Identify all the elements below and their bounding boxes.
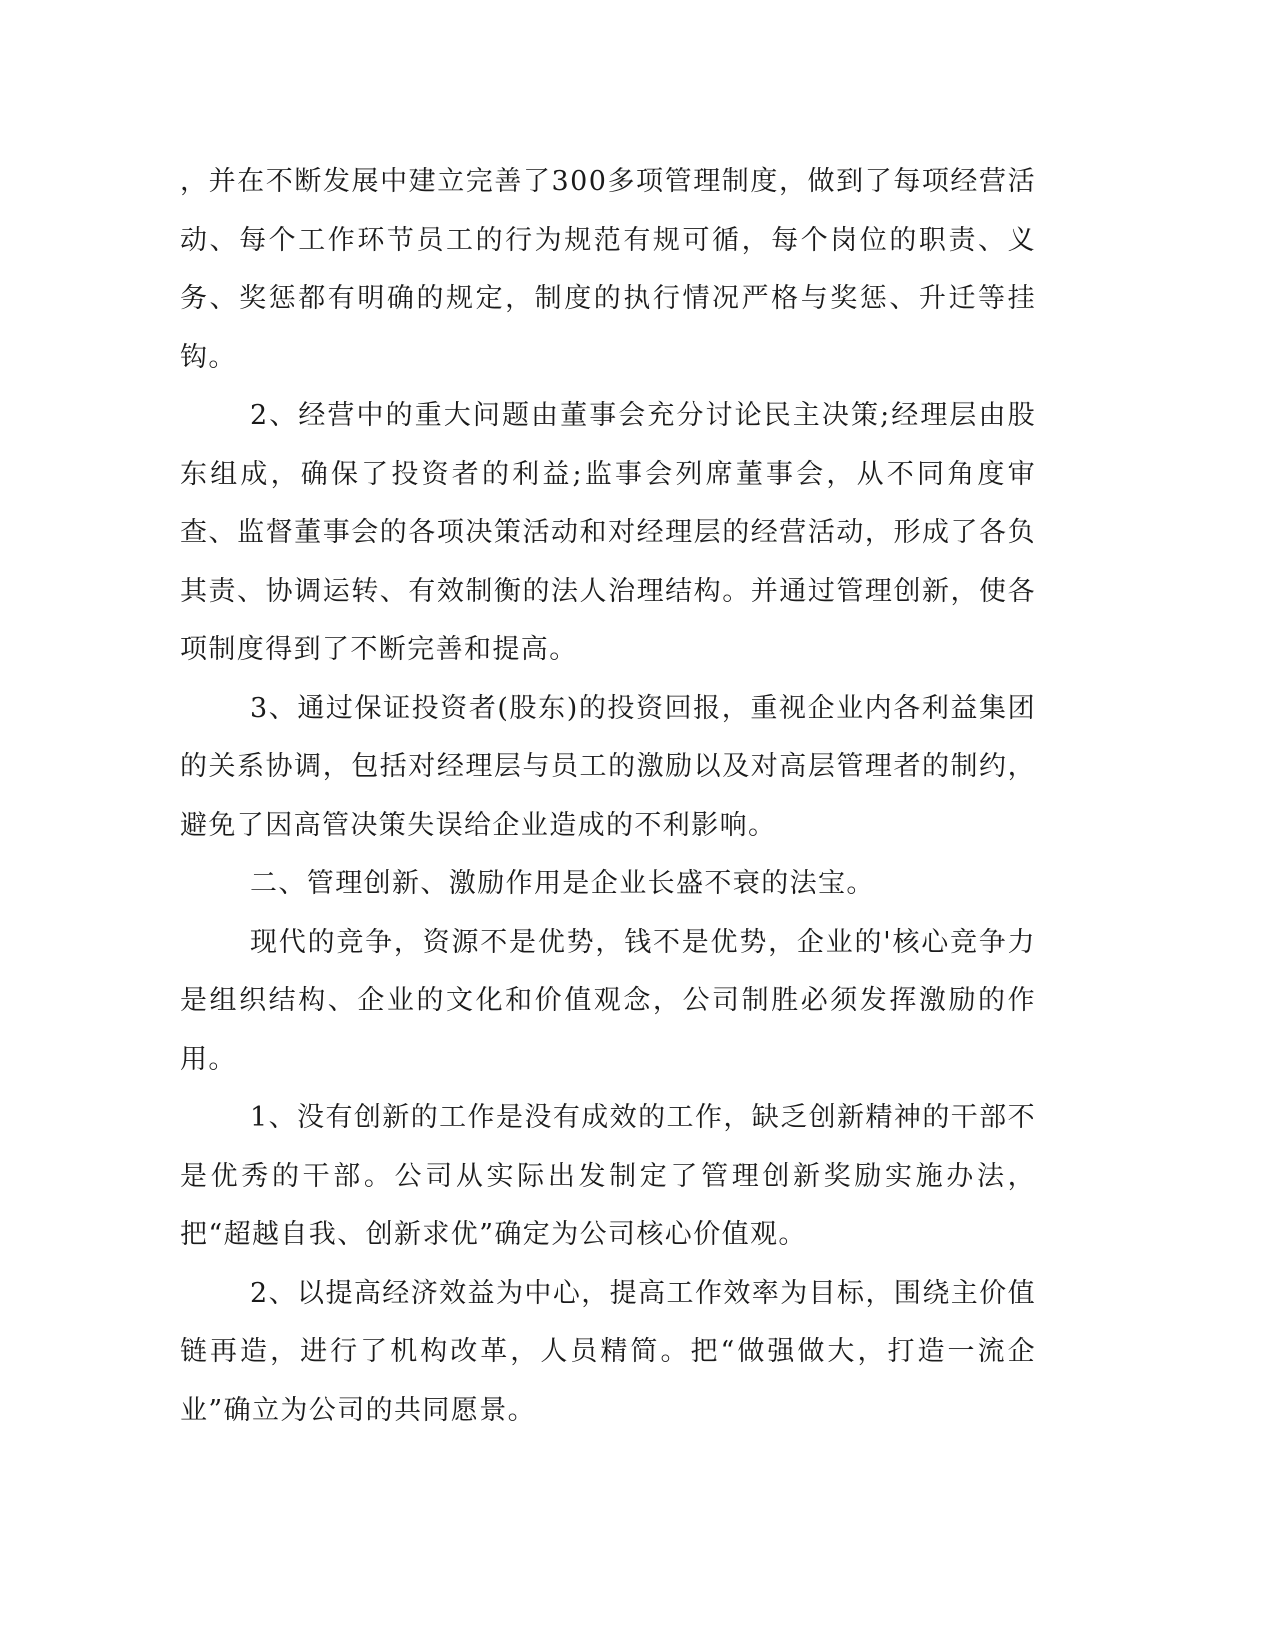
paragraph-item-3-investor-return: 3、通过保证投资者(股东)的投资回报，重视企业内各利益集团的关系协调，包括对经理层与员工的激励以及对高层管理者的制约，避免了因高管决策失误给企业造成的不利影响。 xyxy=(180,692,1036,841)
paragraph-continuation: ，并在不断发展中建立完善了300多项管理制度，做到了每项经营活动、每个工作环节员工的行为规范有规可循，每个岗位的职责、义务、奖惩都有明确的规定，制度的执行情况严格与奖惩、升迁等挂钩。 xyxy=(180,166,1036,373)
paragraph-modern-competition: 现代的竞争，资源不是优势，钱不是优势，企业的'核心竞争力是组织结构、企业的文化和价值观念，公司制胜必须发挥激励的作用。 xyxy=(180,926,1036,1075)
paragraph-item-2-board-decision: 2、经营中的重大问题由董事会充分讨论民主决策;经理层由股东组成，确保了投资者的利益;监事会列席董事会，从不同角度审查、监督董事会的各项决策活动和对经理层的经营活动，形成了各负其责、协调运转、有效制衡的法人治理结构。并通过管理创新，使各项制度得到了不断完善和提高。 xyxy=(180,400,1036,665)
paragraph-item-2-efficiency: 2、以提高经济效益为中心，提高工作效率为目标，围绕主价值链再造，进行了机构改革，人员精简。把“做强做大，打造一流企业”确立为公司的共同愿景。 xyxy=(180,1277,1036,1426)
document-page xyxy=(180,153,1036,1440)
section-heading-management-innovation: 二、管理创新、激励作用是企业长盛不衰的法宝。 xyxy=(250,868,875,899)
paragraph-item-1-innovation: 1、没有创新的工作是没有成效的工作，缺乏创新精神的干部不是优秀的干部。公司从实际出发制定了管理创新奖励实施办法，把“超越自我、创新求优”确定为公司核心价值观。 xyxy=(180,1102,1036,1250)
